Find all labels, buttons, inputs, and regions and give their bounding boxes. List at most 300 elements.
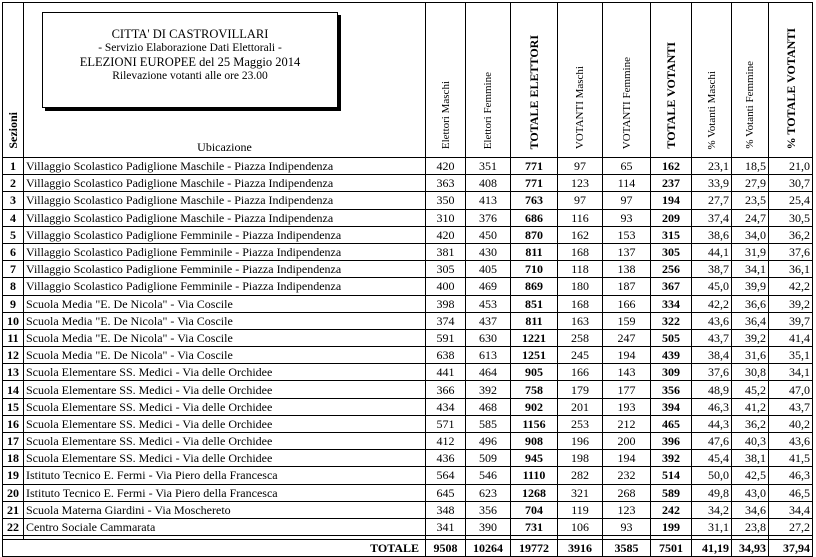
totale-votanti-cell: 356	[651, 381, 692, 398]
section-location: Scuola Media "E. De Nicola" - Via Coscile	[24, 329, 426, 346]
totals-row	[3, 540, 813, 557]
totale-elettori-cell: 869	[511, 278, 558, 295]
pct-totale-votanti-cell: 34,1	[769, 364, 813, 381]
elettori-maschi-cell: 363	[426, 175, 466, 192]
table-row	[3, 158, 813, 175]
header-ubicazione	[24, 3, 426, 158]
totale-votanti-cell: 162	[651, 158, 692, 175]
pct-totale-votanti-cell: 43,7	[769, 398, 813, 415]
votanti-maschi-cell: 282	[558, 467, 603, 484]
table-row	[3, 501, 813, 518]
section-number: 14	[3, 381, 24, 398]
pct-votanti-maschi-cell: 50,0	[692, 467, 732, 484]
elettori-femmine-cell: 450	[466, 226, 511, 243]
header-elettori-maschi-label: Elettori Maschi	[439, 80, 452, 149]
votanti-femmine-cell: 159	[603, 312, 651, 329]
totale-elettori-cell: 870	[511, 226, 558, 243]
section-number: 15	[3, 398, 24, 415]
totale-votanti-cell: 392	[651, 450, 692, 467]
pct-totale-votanti-cell: 36,2	[769, 226, 813, 243]
elettori-maschi-cell: 348	[426, 501, 466, 518]
pct-votanti-femmine-cell: 39,2	[732, 329, 769, 346]
pct-votanti-femmine-cell: 38,1	[732, 450, 769, 467]
pct-totale-votanti-cell: 34,4	[769, 501, 813, 518]
totale-votanti-cell: 322	[651, 312, 692, 329]
pct-totale-votanti-cell: 37,6	[769, 243, 813, 260]
votanti-femmine-cell: 177	[603, 381, 651, 398]
votanti-maschi-cell: 116	[558, 209, 603, 226]
pct-votanti-femmine-cell: 39,9	[732, 278, 769, 295]
pct-votanti-femmine-cell: 36,2	[732, 415, 769, 432]
elettori-femmine-cell: 390	[466, 518, 511, 535]
section-number: 12	[3, 347, 24, 364]
totale-elettori-cell: 758	[511, 381, 558, 398]
votanti-femmine-cell: 212	[603, 415, 651, 432]
table-row	[3, 484, 813, 501]
header-pct-totale-votanti-label: % TOTALE VOTANTI	[783, 27, 798, 149]
elettori-maschi-cell: 374	[426, 312, 466, 329]
section-location: Scuola Elementare SS. Medici - Via delle Orchidee	[24, 450, 426, 467]
votanti-femmine-cell: 247	[603, 329, 651, 346]
pct-votanti-maschi-cell: 44,1	[692, 243, 732, 260]
pct-totale-votanti-cell: 27,2	[769, 518, 813, 535]
total-pct-totale-votanti: 37,94	[769, 540, 813, 557]
pct-totale-votanti-cell: 41,5	[769, 450, 813, 467]
table-row	[3, 450, 813, 467]
pct-votanti-femmine-cell: 30,8	[732, 364, 769, 381]
elettori-femmine-cell: 623	[466, 484, 511, 501]
total-totale-elettori: 19772	[511, 540, 558, 557]
votanti-maschi-cell: 201	[558, 398, 603, 415]
section-number: 10	[3, 312, 24, 329]
table-row	[3, 518, 813, 535]
section-location: Scuola Media "E. De Nicola" - Via Coscile	[24, 295, 426, 312]
elettori-maschi-cell: 564	[426, 467, 466, 484]
section-location: Villaggio Scolastico Padiglione Maschile - Piazza Indipendenza	[24, 158, 426, 175]
header-votanti-maschi-label: VOTANTI Maschi	[574, 65, 586, 149]
pct-totale-votanti-cell: 30,7	[769, 175, 813, 192]
pct-votanti-maschi-cell: 34,2	[692, 501, 732, 518]
title-survey-time: Rilevazione votanti alle ore 23.00	[112, 70, 268, 82]
pct-votanti-maschi-cell: 33,9	[692, 175, 732, 192]
totale-elettori-cell: 1156	[511, 415, 558, 432]
title-election: ELEZIONI EUROPEE del 25 Maggio 2014	[79, 55, 301, 69]
pct-totale-votanti-cell: 46,5	[769, 484, 813, 501]
elettori-maschi-cell: 366	[426, 381, 466, 398]
pct-totale-votanti-cell: 42,2	[769, 278, 813, 295]
pct-votanti-maschi-cell: 47,6	[692, 433, 732, 450]
votanti-femmine-cell: 268	[603, 484, 651, 501]
title-city: CITTA' DI CASTROVILLARI	[111, 27, 269, 41]
votanti-maschi-cell: 168	[558, 243, 603, 260]
elettori-maschi-cell: 398	[426, 295, 466, 312]
totale-votanti-cell: 199	[651, 518, 692, 535]
elettori-femmine-cell: 392	[466, 381, 511, 398]
table-row	[3, 278, 813, 295]
section-number: 16	[3, 415, 24, 432]
section-location: Villaggio Scolastico Padiglione Maschile - Piazza Indipendenza	[24, 192, 426, 209]
pct-votanti-femmine-cell: 40,3	[732, 433, 769, 450]
section-location: Villaggio Scolastico Padiglione Femminile - Piazza Indipendenza	[24, 261, 426, 278]
table-row	[3, 433, 813, 450]
table-row	[3, 261, 813, 278]
pct-totale-votanti-cell: 21,0	[769, 158, 813, 175]
votanti-femmine-cell: 153	[603, 226, 651, 243]
table-row	[3, 415, 813, 432]
elettori-femmine-cell: 546	[466, 467, 511, 484]
totale-elettori-cell: 1268	[511, 484, 558, 501]
votanti-femmine-cell: 138	[603, 261, 651, 278]
elettori-femmine-cell: 351	[466, 158, 511, 175]
turnout-table	[2, 2, 813, 557]
section-location: Scuola Materna Giardini - Via Moschereto	[24, 501, 426, 518]
totale-votanti-cell: 242	[651, 501, 692, 518]
totale-elettori-cell: 771	[511, 158, 558, 175]
elettori-femmine-cell: 430	[466, 243, 511, 260]
table-row	[3, 381, 813, 398]
elettori-femmine-cell: 585	[466, 415, 511, 432]
header-votanti-maschi	[558, 3, 603, 158]
section-number: 9	[3, 295, 24, 312]
pct-votanti-maschi-cell: 42,2	[692, 295, 732, 312]
totale-votanti-cell: 514	[651, 467, 692, 484]
pct-votanti-maschi-cell: 48,9	[692, 381, 732, 398]
totale-votanti-cell: 194	[651, 192, 692, 209]
votanti-maschi-cell: 97	[558, 158, 603, 175]
votanti-femmine-cell: 143	[603, 364, 651, 381]
section-location: Scuola Elementare SS. Medici - Via delle Orchidee	[24, 398, 426, 415]
pct-votanti-femmine-cell: 24,7	[732, 209, 769, 226]
header-votanti-femmine	[603, 3, 651, 158]
header-row	[3, 3, 813, 158]
table-row	[3, 209, 813, 226]
totale-elettori-cell: 704	[511, 501, 558, 518]
votanti-maschi-cell: 166	[558, 364, 603, 381]
elettori-femmine-cell: 630	[466, 329, 511, 346]
pct-votanti-maschi-cell: 37,4	[692, 209, 732, 226]
elettori-maschi-cell: 638	[426, 347, 466, 364]
votanti-femmine-cell: 166	[603, 295, 651, 312]
totale-votanti-cell: 309	[651, 364, 692, 381]
section-number: 17	[3, 433, 24, 450]
totale-votanti-cell: 589	[651, 484, 692, 501]
header-totale-elettori-label: TOTALE ELETTORI	[527, 34, 541, 149]
pct-totale-votanti-cell: 43,6	[769, 433, 813, 450]
section-number: 1	[3, 158, 24, 175]
table-row	[3, 347, 813, 364]
votanti-femmine-cell: 93	[603, 209, 651, 226]
votanti-femmine-cell: 194	[603, 450, 651, 467]
pct-votanti-maschi-cell: 43,6	[692, 312, 732, 329]
pct-totale-votanti-cell: 46,3	[769, 467, 813, 484]
totale-elettori-cell: 731	[511, 518, 558, 535]
pct-totale-votanti-cell: 47,0	[769, 381, 813, 398]
totals-label: TOTALE	[3, 540, 426, 557]
table-row	[3, 295, 813, 312]
pct-votanti-femmine-cell: 45,2	[732, 381, 769, 398]
elettori-femmine-cell: 437	[466, 312, 511, 329]
table-row	[3, 175, 813, 192]
elettori-femmine-cell: 405	[466, 261, 511, 278]
votanti-maschi-cell: 162	[558, 226, 603, 243]
total-totale-votanti: 7501	[651, 540, 692, 557]
votanti-femmine-cell: 232	[603, 467, 651, 484]
votanti-femmine-cell: 194	[603, 347, 651, 364]
totale-elettori-cell: 763	[511, 192, 558, 209]
elettori-femmine-cell: 613	[466, 347, 511, 364]
header-pct-votanti-maschi-label: % Votanti Maschi	[705, 70, 718, 149]
totale-elettori-cell: 1251	[511, 347, 558, 364]
total-elettori-femmine: 10264	[466, 540, 511, 557]
votanti-maschi-cell: 258	[558, 329, 603, 346]
section-location: Scuola Media "E. De Nicola" - Via Coscile	[24, 347, 426, 364]
elettori-maschi-cell: 571	[426, 415, 466, 432]
header-totale-votanti-label: TOTALE VOTANTI	[664, 42, 678, 149]
elettori-maschi-cell: 436	[426, 450, 466, 467]
votanti-maschi-cell: 253	[558, 415, 603, 432]
title-service: - Servizio Elaborazione Dati Elettorali -	[98, 42, 282, 54]
pct-votanti-maschi-cell: 37,6	[692, 364, 732, 381]
section-location: Scuola Media "E. De Nicola" - Via Coscile	[24, 312, 426, 329]
section-number: 3	[3, 192, 24, 209]
totale-elettori-cell: 851	[511, 295, 558, 312]
elettori-maschi-cell: 420	[426, 158, 466, 175]
section-location: Istituto Tecnico E. Fermi - Via Piero della Francesca	[24, 467, 426, 484]
section-location: Villaggio Scolastico Padiglione Maschile - Piazza Indipendenza	[24, 209, 426, 226]
section-location: Istituto Tecnico E. Fermi - Via Piero della Francesca	[24, 484, 426, 501]
section-location: Villaggio Scolastico Padiglione Femminile - Piazza Indipendenza	[24, 278, 426, 295]
pct-totale-votanti-cell: 30,5	[769, 209, 813, 226]
elettori-maschi-cell: 341	[426, 518, 466, 535]
total-elettori-maschi: 9508	[426, 540, 466, 557]
section-location: Scuola Elementare SS. Medici - Via delle Orchidee	[24, 364, 426, 381]
elettori-femmine-cell: 509	[466, 450, 511, 467]
elettori-femmine-cell: 453	[466, 295, 511, 312]
votanti-maschi-cell: 245	[558, 347, 603, 364]
header-sezioni	[3, 3, 24, 158]
votanti-maschi-cell: 168	[558, 295, 603, 312]
votanti-femmine-cell: 65	[603, 158, 651, 175]
pct-votanti-femmine-cell: 36,4	[732, 312, 769, 329]
pct-votanti-femmine-cell: 27,9	[732, 175, 769, 192]
votanti-femmine-cell: 123	[603, 501, 651, 518]
votanti-maschi-cell: 198	[558, 450, 603, 467]
section-number: 19	[3, 467, 24, 484]
pct-votanti-femmine-cell: 36,6	[732, 295, 769, 312]
pct-votanti-maschi-cell: 43,7	[692, 329, 732, 346]
totale-votanti-cell: 256	[651, 261, 692, 278]
pct-totale-votanti-cell: 39,7	[769, 312, 813, 329]
votanti-femmine-cell: 93	[603, 518, 651, 535]
pct-votanti-maschi-cell: 38,6	[692, 226, 732, 243]
totale-elettori-cell: 686	[511, 209, 558, 226]
total-votanti-femmine: 3585	[603, 540, 651, 557]
votanti-maschi-cell: 196	[558, 433, 603, 450]
elettori-maschi-cell: 434	[426, 398, 466, 415]
header-totale-votanti	[651, 3, 692, 158]
pct-votanti-maschi-cell: 46,3	[692, 398, 732, 415]
pct-votanti-femmine-cell: 34,0	[732, 226, 769, 243]
totale-votanti-cell: 465	[651, 415, 692, 432]
totale-votanti-cell: 394	[651, 398, 692, 415]
section-number: 11	[3, 329, 24, 346]
totale-elettori-cell: 945	[511, 450, 558, 467]
votanti-maschi-cell: 179	[558, 381, 603, 398]
totale-elettori-cell: 1110	[511, 467, 558, 484]
pct-totale-votanti-cell: 41,4	[769, 329, 813, 346]
elettori-femmine-cell: 356	[466, 501, 511, 518]
header-pct-votanti-femmine-label: % Votanti Femmine	[744, 61, 756, 149]
section-number: 20	[3, 484, 24, 501]
totale-elettori-cell: 771	[511, 175, 558, 192]
header-pct-votanti-maschi	[692, 3, 732, 158]
pct-votanti-femmine-cell: 34,6	[732, 501, 769, 518]
table-row	[3, 329, 813, 346]
pct-votanti-femmine-cell: 23,5	[732, 192, 769, 209]
elettori-femmine-cell: 413	[466, 192, 511, 209]
pct-votanti-femmine-cell: 31,6	[732, 347, 769, 364]
pct-votanti-maschi-cell: 49,8	[692, 484, 732, 501]
section-location: Scuola Elementare SS. Medici - Via delle Orchidee	[24, 433, 426, 450]
header-pct-totale-votanti	[769, 3, 813, 158]
totale-elettori-cell: 908	[511, 433, 558, 450]
elettori-maschi-cell: 645	[426, 484, 466, 501]
header-sezioni-label: Sezioni	[6, 112, 20, 149]
pct-totale-votanti-cell: 39,2	[769, 295, 813, 312]
elettori-femmine-cell: 408	[466, 175, 511, 192]
section-number: 18	[3, 450, 24, 467]
table-row	[3, 243, 813, 260]
table-row	[3, 467, 813, 484]
votanti-femmine-cell: 187	[603, 278, 651, 295]
section-number: 2	[3, 175, 24, 192]
totale-elettori-cell: 1221	[511, 329, 558, 346]
pct-votanti-femmine-cell: 43,0	[732, 484, 769, 501]
section-number: 22	[3, 518, 24, 535]
votanti-femmine-cell: 137	[603, 243, 651, 260]
section-location: Centro Sociale Cammarata	[24, 518, 426, 535]
title-box	[42, 12, 338, 108]
votanti-maschi-cell: 97	[558, 192, 603, 209]
totale-votanti-cell: 505	[651, 329, 692, 346]
elettori-maschi-cell: 441	[426, 364, 466, 381]
pct-votanti-maschi-cell: 44,3	[692, 415, 732, 432]
elettori-femmine-cell: 376	[466, 209, 511, 226]
pct-votanti-maschi-cell: 45,4	[692, 450, 732, 467]
votanti-maschi-cell: 118	[558, 261, 603, 278]
elettori-maschi-cell: 420	[426, 226, 466, 243]
section-number: 4	[3, 209, 24, 226]
pct-votanti-maschi-cell: 38,4	[692, 347, 732, 364]
table-row	[3, 364, 813, 381]
header-elettori-maschi	[426, 3, 466, 158]
header-totale-elettori	[511, 3, 558, 158]
table-row	[3, 398, 813, 415]
totale-votanti-cell: 209	[651, 209, 692, 226]
elettori-femmine-cell: 468	[466, 398, 511, 415]
elettori-maschi-cell: 412	[426, 433, 466, 450]
section-location: Villaggio Scolastico Padiglione Maschile - Piazza Indipendenza	[24, 175, 426, 192]
votanti-maschi-cell: 180	[558, 278, 603, 295]
header-votanti-femmine-label: VOTANTI Femmine	[620, 56, 633, 149]
pct-votanti-femmine-cell: 41,2	[732, 398, 769, 415]
pct-votanti-femmine-cell: 31,9	[732, 243, 769, 260]
header-elettori-femmine-label: Elettori Femmine	[482, 71, 494, 149]
header-elettori-femmine	[466, 3, 511, 158]
elettori-maschi-cell: 400	[426, 278, 466, 295]
section-location: Scuola Elementare SS. Medici - Via delle Orchidee	[24, 415, 426, 432]
pct-votanti-maschi-cell: 27,7	[692, 192, 732, 209]
totale-votanti-cell: 237	[651, 175, 692, 192]
pct-votanti-maschi-cell: 31,1	[692, 518, 732, 535]
section-location: Villaggio Scolastico Padiglione Femminile - Piazza Indipendenza	[24, 226, 426, 243]
elettori-maschi-cell: 350	[426, 192, 466, 209]
table-row	[3, 192, 813, 209]
totale-elettori-cell: 905	[511, 364, 558, 381]
totale-votanti-cell: 305	[651, 243, 692, 260]
section-number: 21	[3, 501, 24, 518]
pct-votanti-maschi-cell: 23,1	[692, 158, 732, 175]
turnout-sheet	[2, 2, 812, 557]
header-ubicazione-label: Ubicazione	[197, 140, 252, 154]
votanti-maschi-cell: 106	[558, 518, 603, 535]
votanti-maschi-cell: 119	[558, 501, 603, 518]
totale-elettori-cell: 710	[511, 261, 558, 278]
elettori-maschi-cell: 591	[426, 329, 466, 346]
section-number: 13	[3, 364, 24, 381]
votanti-femmine-cell: 193	[603, 398, 651, 415]
total-votanti-maschi: 3916	[558, 540, 603, 557]
totale-votanti-cell: 367	[651, 278, 692, 295]
pct-totale-votanti-cell: 25,4	[769, 192, 813, 209]
votanti-maschi-cell: 163	[558, 312, 603, 329]
elettori-maschi-cell: 310	[426, 209, 466, 226]
section-number: 5	[3, 226, 24, 243]
section-number: 8	[3, 278, 24, 295]
pct-votanti-maschi-cell: 45,0	[692, 278, 732, 295]
pct-votanti-maschi-cell: 38,7	[692, 261, 732, 278]
total-pct-votanti-femmine: 34,93	[732, 540, 769, 557]
elettori-femmine-cell: 464	[466, 364, 511, 381]
pct-votanti-femmine-cell: 18,5	[732, 158, 769, 175]
votanti-femmine-cell: 97	[603, 192, 651, 209]
pct-totale-votanti-cell: 35,1	[769, 347, 813, 364]
pct-votanti-femmine-cell: 23,8	[732, 518, 769, 535]
section-location: Scuola Elementare SS. Medici - Via delle Orchidee	[24, 381, 426, 398]
votanti-femmine-cell: 114	[603, 175, 651, 192]
section-location: Villaggio Scolastico Padiglione Femminile - Piazza Indipendenza	[24, 243, 426, 260]
pct-votanti-femmine-cell: 34,1	[732, 261, 769, 278]
pct-totale-votanti-cell: 40,2	[769, 415, 813, 432]
totale-elettori-cell: 811	[511, 312, 558, 329]
pct-totale-votanti-cell: 36,1	[769, 261, 813, 278]
table-row	[3, 312, 813, 329]
totale-votanti-cell: 315	[651, 226, 692, 243]
pct-votanti-femmine-cell: 42,5	[732, 467, 769, 484]
votanti-femmine-cell: 200	[603, 433, 651, 450]
header-pct-votanti-femmine	[732, 3, 769, 158]
table-row	[3, 226, 813, 243]
totale-elettori-cell: 811	[511, 243, 558, 260]
section-number: 6	[3, 243, 24, 260]
votanti-maschi-cell: 123	[558, 175, 603, 192]
elettori-maschi-cell: 305	[426, 261, 466, 278]
section-number: 7	[3, 261, 24, 278]
totale-elettori-cell: 902	[511, 398, 558, 415]
totale-votanti-cell: 334	[651, 295, 692, 312]
elettori-femmine-cell: 469	[466, 278, 511, 295]
elettori-femmine-cell: 496	[466, 433, 511, 450]
